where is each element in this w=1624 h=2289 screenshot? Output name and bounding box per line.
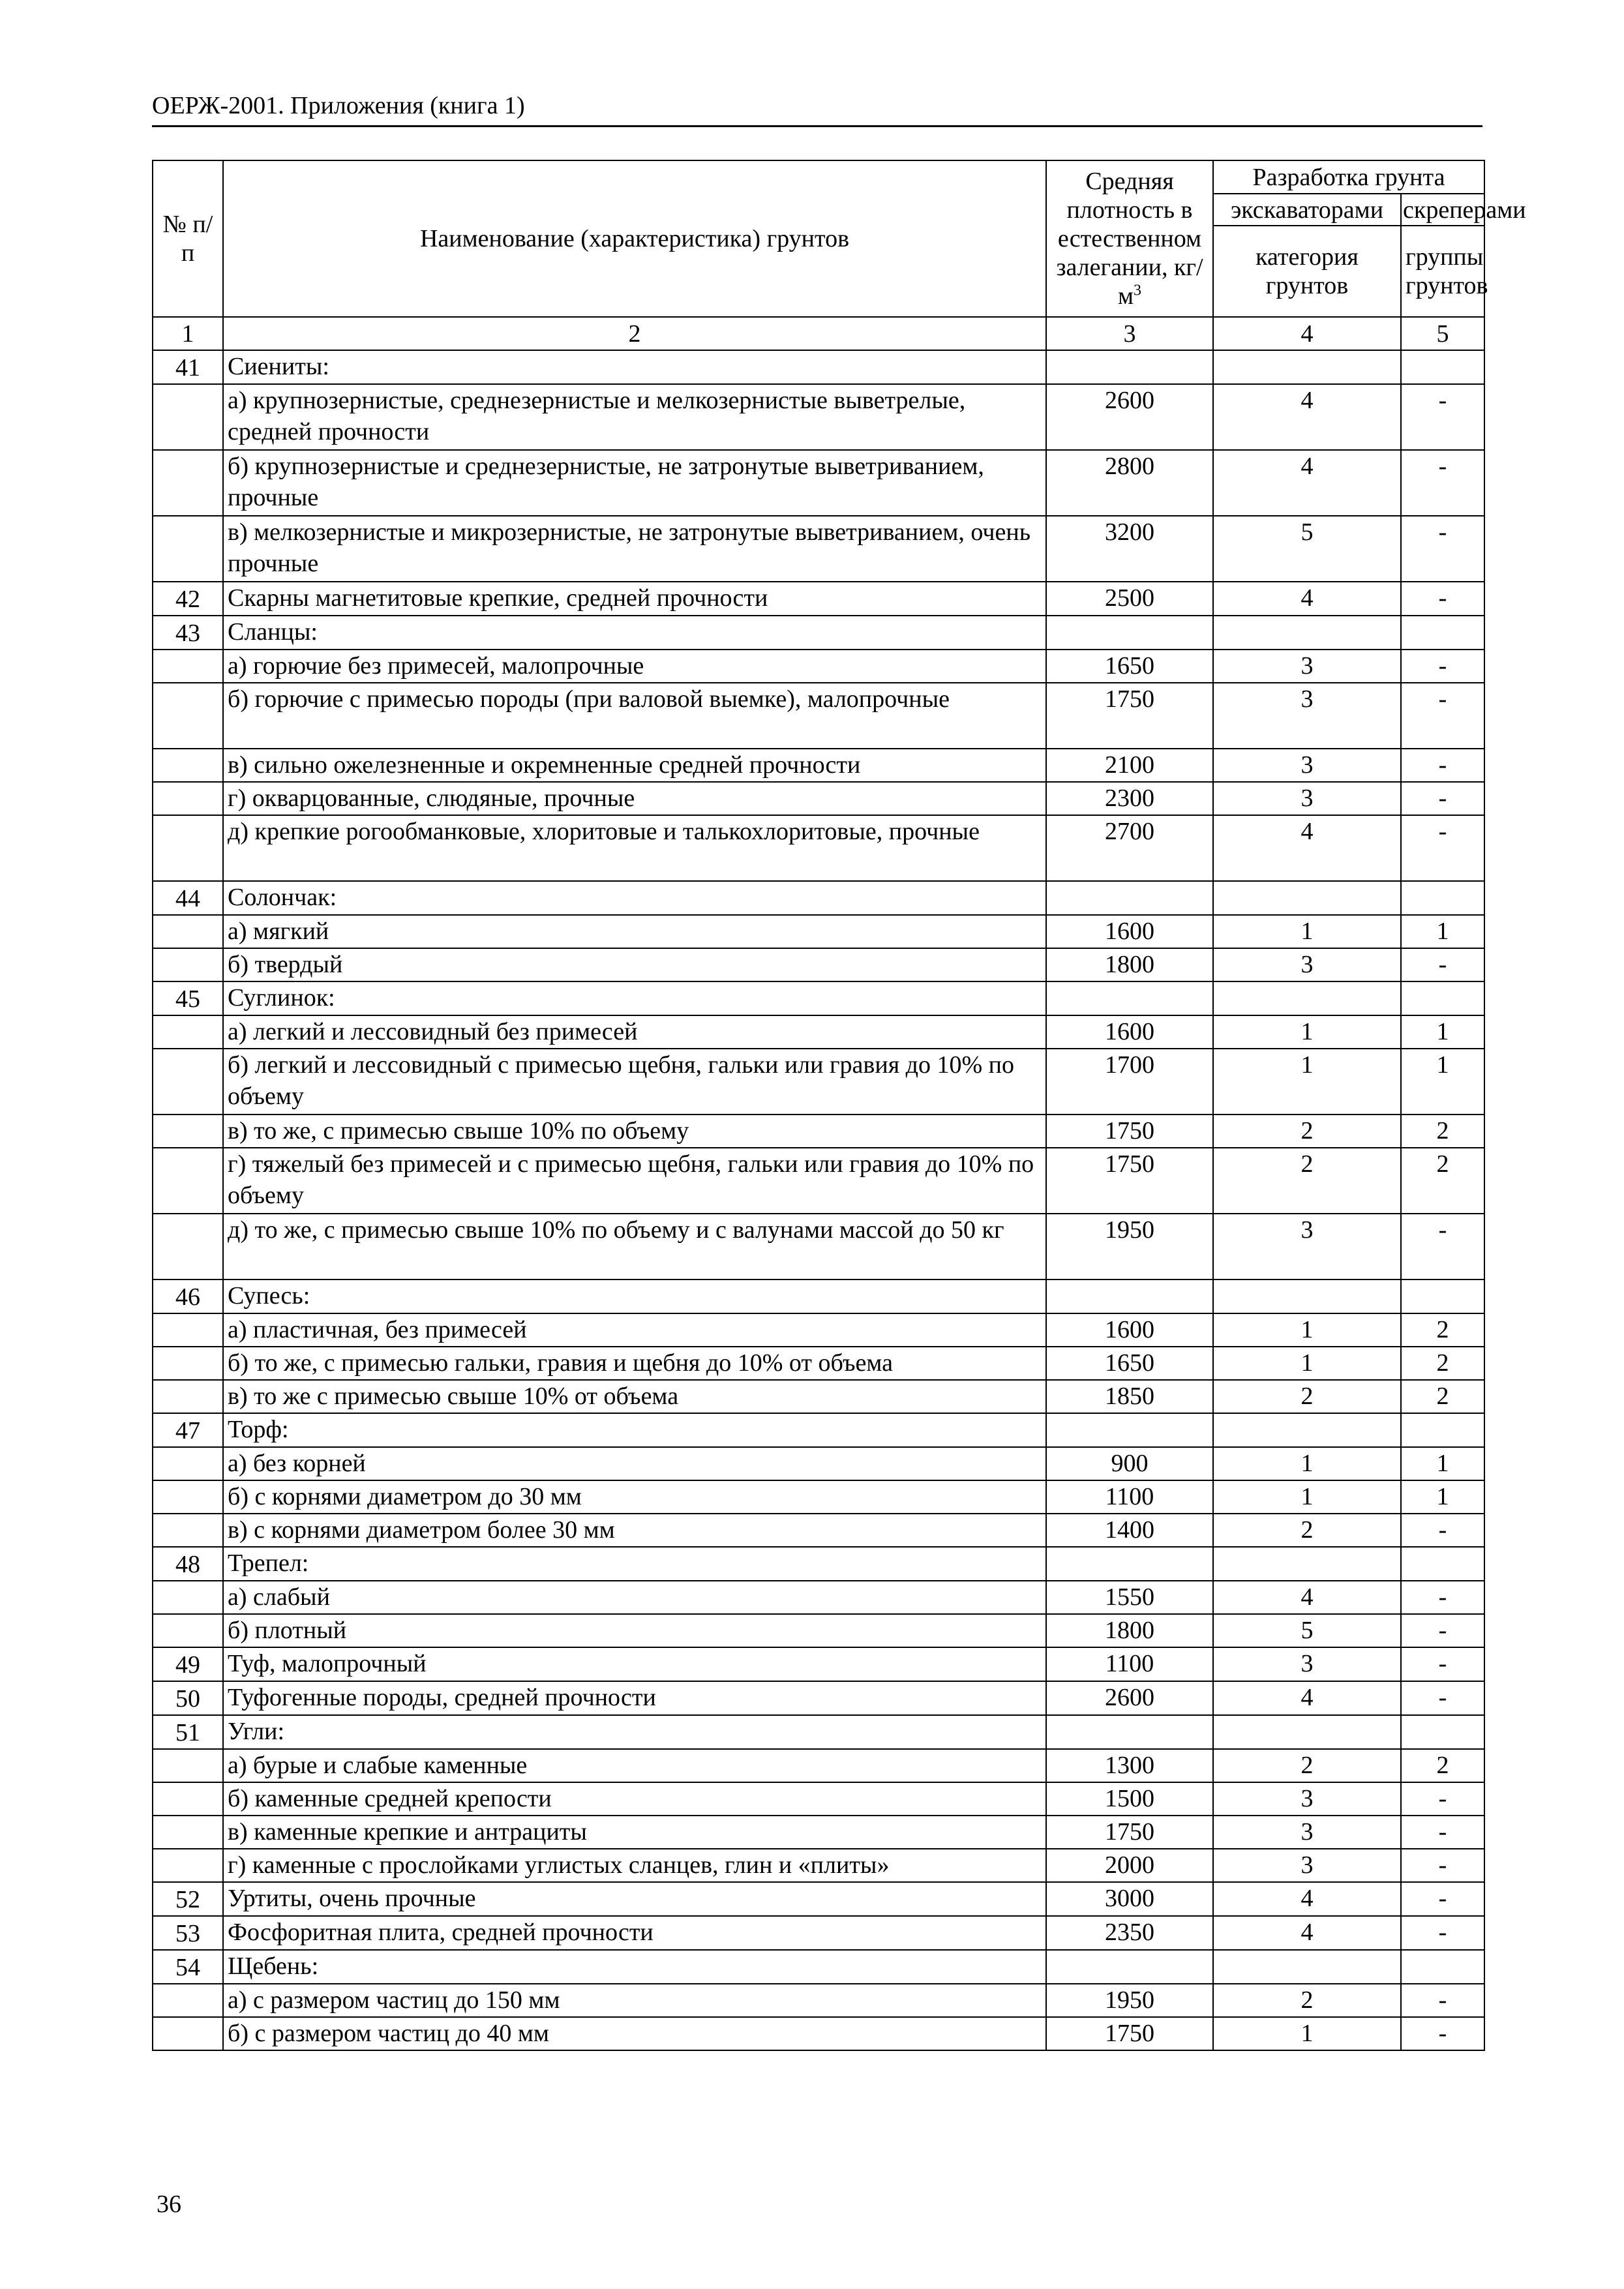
row-group: - [1401, 1782, 1484, 1816]
row-number [153, 384, 223, 450]
row-category: 3 [1213, 1647, 1401, 1681]
row-number: 42 [153, 582, 223, 616]
row-category: 1 [1213, 1049, 1401, 1115]
row-name: в) мелкозернистые и микрозернистые, не затронутые выветриванием, очень прочные [223, 516, 1046, 582]
row-number [153, 1984, 223, 2017]
row-group: 2 [1401, 1749, 1484, 1782]
row-density: 1600 [1046, 915, 1213, 948]
row-category: 1 [1213, 915, 1401, 948]
row-name: б) то же, с примесью гальки, гравия и щебня до 10% от объема [223, 1347, 1046, 1380]
table-row [153, 1447, 1484, 1480]
row-name: а) слабый [223, 1581, 1046, 1614]
row-density: 1650 [1046, 1347, 1213, 1380]
row-number [153, 1480, 223, 1514]
row-name: а) горючие без примесей, малопрочные [223, 650, 1046, 683]
row-category: 3 [1213, 1849, 1401, 1882]
row-group [1401, 1950, 1484, 1984]
row-category: 4 [1213, 1882, 1401, 1916]
row-category: 1 [1213, 1313, 1401, 1347]
row-name: в) каменные крепкие и антрациты [223, 1816, 1046, 1849]
row-group: 2 [1401, 1380, 1484, 1413]
row-category [1213, 1279, 1401, 1313]
soil-table [152, 160, 1526, 2051]
table-row [153, 1049, 1484, 1115]
table-row [153, 1715, 1484, 1749]
row-name: г) каменные с прослойками углистых сланцев, глин и «плиты» [223, 1849, 1046, 1882]
table-row [153, 1514, 1484, 1547]
col-number: 4 [1213, 317, 1401, 350]
table-row [153, 1614, 1484, 1647]
row-group: - [1401, 516, 1484, 582]
row-name: б) крупнозернистые и среднезернистые, не затронутые выветриванием, прочные [223, 450, 1046, 516]
row-group: - [1401, 1214, 1484, 1279]
table-row [153, 1347, 1484, 1380]
col-number: 2 [223, 317, 1046, 350]
row-name: б) плотный [223, 1614, 1046, 1647]
row-name: а) без корней [223, 1447, 1046, 1480]
row-density: 2700 [1046, 815, 1213, 881]
row-number [153, 1447, 223, 1480]
row-density [1046, 1715, 1213, 1749]
row-group: - [1401, 1849, 1484, 1882]
row-category: 1 [1213, 1347, 1401, 1380]
row-number [153, 749, 223, 782]
table-row [153, 1015, 1484, 1049]
row-number [153, 1347, 223, 1380]
table-row [153, 1849, 1484, 1882]
row-number [153, 1115, 223, 1148]
row-group: - [1401, 1882, 1484, 1916]
table-row [153, 582, 1484, 616]
row-group: - [1401, 1514, 1484, 1547]
row-name: а) легкий и лессовидный без примесей [223, 1015, 1046, 1049]
row-name: в) сильно ожелезненные и окремненные средней прочности [223, 749, 1046, 782]
row-name: б) твердый [223, 948, 1046, 981]
row-group: 1 [1401, 1049, 1484, 1115]
row-number [153, 1514, 223, 1547]
row-category [1213, 350, 1401, 384]
table-row [153, 1882, 1484, 1916]
row-name: Суглинок: [223, 981, 1046, 1015]
header-groups: группы грунтов [1401, 226, 1484, 317]
row-name: а) мягкий [223, 915, 1046, 948]
row-name: Щебень: [223, 1950, 1046, 1984]
row-group: - [1401, 384, 1484, 450]
table-row [153, 1279, 1484, 1313]
row-category: 2 [1213, 1749, 1401, 1782]
table-row [153, 1413, 1484, 1447]
row-density: 2100 [1046, 749, 1213, 782]
row-name: Сланцы: [223, 616, 1046, 650]
row-number [153, 815, 223, 881]
table-row [153, 981, 1484, 1015]
table-row [153, 881, 1484, 915]
row-group [1401, 1413, 1484, 1447]
row-density: 1950 [1046, 1984, 1213, 2017]
row-density: 2500 [1046, 582, 1213, 616]
header-density: Средняя плотность в естественном залегании, $кг/м^3$ [1046, 160, 1213, 317]
row-density [1046, 881, 1213, 915]
row-name: а) с размером частиц до 150 мм [223, 1984, 1046, 2017]
row-name: б) с корнями диаметром до 30 мм [223, 1480, 1046, 1514]
row-group: - [1401, 2017, 1484, 2050]
row-density: 1750 [1046, 1115, 1213, 1148]
row-number: 50 [153, 1681, 223, 1715]
row-name: Торф: [223, 1413, 1046, 1447]
row-group: - [1401, 815, 1484, 881]
table-row [153, 1214, 1484, 1279]
row-number [153, 1148, 223, 1214]
row-category: 3 [1213, 782, 1401, 815]
row-group [1401, 1279, 1484, 1313]
table-row [153, 815, 1484, 881]
table-row [153, 1380, 1484, 1413]
header-name: Наименование (характеристика) грунтов [223, 160, 1046, 317]
row-name: д) то же, с примесью свыше 10% по объему и с валунами массой до 50 кг [223, 1214, 1046, 1279]
table-row [153, 1313, 1484, 1347]
row-number [153, 650, 223, 683]
row-density [1046, 1547, 1213, 1581]
row-category: 4 [1213, 1681, 1401, 1715]
row-group: 1 [1401, 915, 1484, 948]
row-number: 51 [153, 1715, 223, 1749]
row-number [153, 1816, 223, 1849]
row-category: 2 [1213, 1380, 1401, 1413]
row-category: 4 [1213, 384, 1401, 450]
row-density: 2600 [1046, 384, 1213, 450]
table-row [153, 1984, 1484, 2017]
row-name: а) пластичная, без примесей [223, 1313, 1046, 1347]
row-number [153, 1049, 223, 1115]
row-name: в) то же с примесью свыше 10% от объема [223, 1380, 1046, 1413]
row-name: Туфогенные породы, средней прочности [223, 1681, 1046, 1715]
row-category [1213, 1547, 1401, 1581]
row-category [1213, 1715, 1401, 1749]
row-density [1046, 981, 1213, 1015]
row-group: - [1401, 683, 1484, 749]
table-row [153, 1480, 1484, 1514]
row-group: - [1401, 948, 1484, 981]
row-density: 1750 [1046, 683, 1213, 749]
row-number: 41 [153, 350, 223, 384]
row-name: Уртиты, очень прочные [223, 1882, 1046, 1916]
row-category: 3 [1213, 1816, 1401, 1849]
row-density: 1500 [1046, 1782, 1213, 1816]
row-name: а) бурые и слабые каменные [223, 1749, 1046, 1782]
table-row [153, 749, 1484, 782]
row-name: б) легкий и лессовидный с примесью щебня, гальки или гравия до 10% по объему [223, 1049, 1046, 1115]
row-density: 1750 [1046, 1148, 1213, 1214]
row-category: 4 [1213, 815, 1401, 881]
row-group [1401, 981, 1484, 1015]
table-row [153, 1816, 1484, 1849]
row-group: - [1401, 749, 1484, 782]
row-name: Супесь: [223, 1279, 1046, 1313]
table-row [153, 1148, 1484, 1214]
row-name: а) крупнозернистые, среднезернистые и мелкозернистые выветрелые, средней прочности [223, 384, 1046, 450]
header-excavators: экскаваторами [1213, 194, 1401, 226]
row-category: 2 [1213, 1984, 1401, 2017]
row-density: 1600 [1046, 1313, 1213, 1347]
row-density: 2000 [1046, 1849, 1213, 1882]
row-number: 54 [153, 1950, 223, 1984]
row-category [1213, 1413, 1401, 1447]
table-row [153, 683, 1484, 749]
table-row [153, 1749, 1484, 1782]
row-category: 2 [1213, 1148, 1401, 1214]
table-row [153, 1950, 1484, 1984]
row-density: 900 [1046, 1447, 1213, 1480]
row-density: 1950 [1046, 1214, 1213, 1279]
row-number [153, 1614, 223, 1647]
row-category: 2 [1213, 1514, 1401, 1547]
row-number [153, 2017, 223, 2050]
row-number [153, 683, 223, 749]
row-density: 1550 [1046, 1581, 1213, 1614]
row-category: 3 [1213, 948, 1401, 981]
row-density: 1400 [1046, 1514, 1213, 1547]
row-group: - [1401, 1816, 1484, 1849]
row-density [1046, 1950, 1213, 1984]
row-number [153, 782, 223, 815]
row-group [1401, 1715, 1484, 1749]
table-row [153, 1547, 1484, 1581]
row-group: - [1401, 450, 1484, 516]
row-name: Солончак: [223, 881, 1046, 915]
row-density: 2600 [1046, 1681, 1213, 1715]
table-row [153, 782, 1484, 815]
header-category: категория грунтов [1213, 226, 1401, 317]
row-group: - [1401, 650, 1484, 683]
table-body [153, 350, 1484, 2050]
table-row [153, 1916, 1484, 1950]
row-category: 3 [1213, 1214, 1401, 1279]
row-density: 1750 [1046, 2017, 1213, 2050]
row-number [153, 1214, 223, 1279]
table-row [153, 384, 1484, 450]
row-number [153, 915, 223, 948]
table-row [153, 1647, 1484, 1681]
row-number [153, 450, 223, 516]
table-row [153, 1782, 1484, 1816]
col-number: 5 [1401, 317, 1484, 350]
header-scrapers: скреперами [1401, 194, 1484, 226]
row-number: 46 [153, 1279, 223, 1313]
row-density: 1100 [1046, 1480, 1213, 1514]
table-row [153, 915, 1484, 948]
row-density: 1300 [1046, 1749, 1213, 1782]
row-density [1046, 616, 1213, 650]
row-density [1046, 350, 1213, 384]
row-density: 2800 [1046, 450, 1213, 516]
row-number [153, 1015, 223, 1049]
row-category: 1 [1213, 1480, 1401, 1514]
row-density: 2300 [1046, 782, 1213, 815]
row-density: 2350 [1046, 1916, 1213, 1950]
row-number: 49 [153, 1647, 223, 1681]
row-group: - [1401, 1581, 1484, 1614]
row-number: 52 [153, 1882, 223, 1916]
row-number: 48 [153, 1547, 223, 1581]
row-category: 1 [1213, 2017, 1401, 2050]
row-category: 2 [1213, 1115, 1401, 1148]
table-row [153, 1681, 1484, 1715]
row-number [153, 1581, 223, 1614]
row-category: 4 [1213, 450, 1401, 516]
table-row [153, 650, 1484, 683]
row-density [1046, 1279, 1213, 1313]
row-category [1213, 1950, 1401, 1984]
row-group: - [1401, 1984, 1484, 2017]
table-row [153, 350, 1484, 384]
row-name: б) каменные средней крепости [223, 1782, 1046, 1816]
row-name: б) с размером частиц до 40 мм [223, 2017, 1046, 2050]
row-category: 3 [1213, 1782, 1401, 1816]
row-category [1213, 616, 1401, 650]
table-row [153, 2017, 1484, 2050]
row-category: 1 [1213, 1015, 1401, 1049]
row-category: 3 [1213, 749, 1401, 782]
row-density [1046, 1413, 1213, 1447]
row-number: 45 [153, 981, 223, 1015]
row-number: 44 [153, 881, 223, 915]
row-group [1401, 1547, 1484, 1581]
row-density: 1750 [1046, 1816, 1213, 1849]
row-group: 2 [1401, 1313, 1484, 1347]
row-number: 47 [153, 1413, 223, 1447]
row-density: 3200 [1046, 516, 1213, 582]
row-number [153, 948, 223, 981]
row-group: - [1401, 582, 1484, 616]
row-name: б) горючие с примесью породы (при валовой выемке), малопрочные [223, 683, 1046, 749]
row-density: 3000 [1046, 1882, 1213, 1916]
row-name: д) крепкие рогообманковые, хлоритовые и талькохлоритовые, прочные [223, 815, 1046, 881]
row-category [1213, 881, 1401, 915]
table-header [153, 160, 1526, 350]
row-group: 1 [1401, 1480, 1484, 1514]
row-group: 2 [1401, 1115, 1484, 1148]
table-row [153, 516, 1484, 582]
row-name: Фосфоритная плита, средней прочности [223, 1916, 1046, 1950]
row-number [153, 1749, 223, 1782]
page-number: 36 [157, 2191, 181, 2218]
row-group: - [1401, 1614, 1484, 1647]
row-group: 2 [1401, 1347, 1484, 1380]
table-row [153, 616, 1484, 650]
page-header: ОЕРЖ-2001. Приложения (книга 1) [152, 91, 1482, 127]
row-category: 3 [1213, 650, 1401, 683]
row-number [153, 516, 223, 582]
row-name: Туф, малопрочный [223, 1647, 1046, 1681]
row-number [153, 1380, 223, 1413]
row-category: 4 [1213, 1581, 1401, 1614]
row-density: 1800 [1046, 1614, 1213, 1647]
row-category: 4 [1213, 582, 1401, 616]
row-group: - [1401, 1916, 1484, 1950]
row-number [153, 1313, 223, 1347]
row-group: - [1401, 1647, 1484, 1681]
row-category: 5 [1213, 516, 1401, 582]
row-name: Скарны магнетитовые крепкие, средней прочности [223, 582, 1046, 616]
row-group: - [1401, 782, 1484, 815]
col-number: 3 [1046, 317, 1213, 350]
row-category: 4 [1213, 1916, 1401, 1950]
row-category: 3 [1213, 683, 1401, 749]
col-number: 1 [153, 317, 223, 350]
row-number: 43 [153, 616, 223, 650]
row-name: Сиениты: [223, 350, 1046, 384]
row-number: 53 [153, 1916, 223, 1950]
row-density: 1600 [1046, 1015, 1213, 1049]
row-density: 1700 [1046, 1049, 1213, 1115]
row-name: Трепел: [223, 1547, 1046, 1581]
header-number: № п/п [153, 160, 223, 317]
row-group: 1 [1401, 1015, 1484, 1049]
row-name: в) с корнями диаметром более 30 мм [223, 1514, 1046, 1547]
row-group [1401, 350, 1484, 384]
row-group: - [1401, 1681, 1484, 1715]
row-category: 5 [1213, 1614, 1401, 1647]
row-density: 1800 [1046, 948, 1213, 981]
row-name: г) тяжелый без примесей и с примесью щебня, гальки или гравия до 10% по объему [223, 1148, 1046, 1214]
row-density: 1100 [1046, 1647, 1213, 1681]
row-number [153, 1782, 223, 1816]
table-row [153, 450, 1484, 516]
row-group: 1 [1401, 1447, 1484, 1480]
row-name: в) то же, с примесью свыше 10% по объему [223, 1115, 1046, 1148]
row-number [153, 1849, 223, 1882]
header-development: Разработка грунта [1213, 160, 1484, 194]
row-category [1213, 981, 1401, 1015]
table-row [153, 948, 1484, 981]
row-group [1401, 616, 1484, 650]
row-density: 1850 [1046, 1380, 1213, 1413]
row-density: 1650 [1046, 650, 1213, 683]
table-row [153, 1581, 1484, 1614]
table-row [153, 1115, 1484, 1148]
row-group [1401, 881, 1484, 915]
row-category: 1 [1213, 1447, 1401, 1480]
row-name: г) окварцованные, слюдяные, прочные [223, 782, 1046, 815]
row-group: 2 [1401, 1148, 1484, 1214]
row-name: Угли: [223, 1715, 1046, 1749]
